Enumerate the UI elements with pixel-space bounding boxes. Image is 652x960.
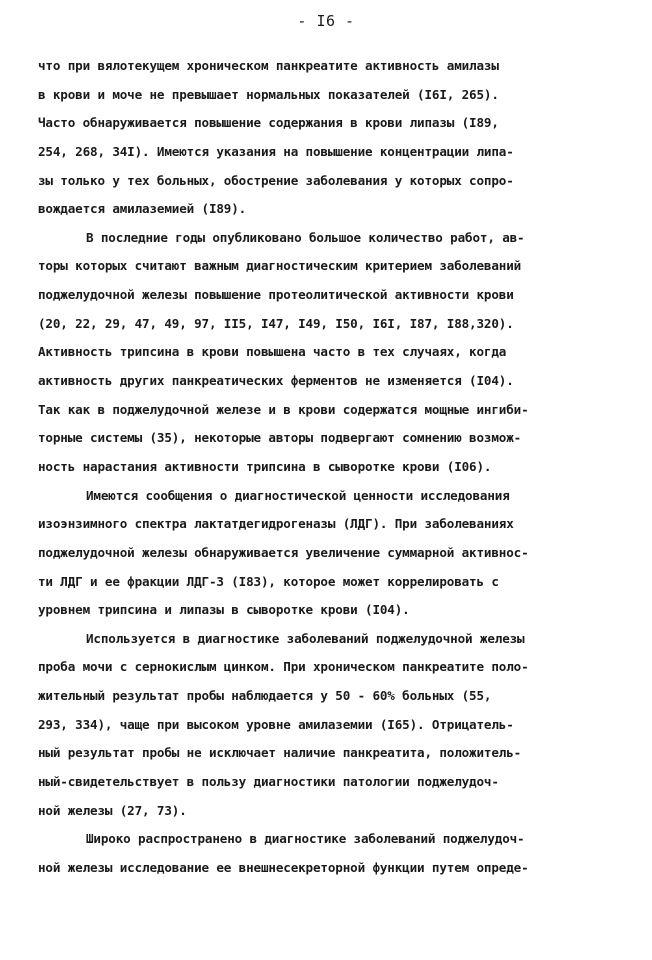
- text-line: ность нарастания активности трипсина в сыворотке крови (I06).: [38, 458, 492, 474]
- text-line: что при вялотекущем хроническом панкреатите активность амилазы: [38, 58, 499, 73]
- text-line: активность других панкреатических ферментов не изменяется (I04).: [38, 373, 514, 389]
- page-number: - I6 -: [297, 12, 355, 30]
- text-line: торы которых считают важным диагностическим критерием заболеваний: [38, 258, 522, 274]
- text-line: ный-свидетельствует в пользу диагностики патологии поджелудоч-: [38, 774, 499, 790]
- body-text: [38, 52, 618, 883]
- text-line: поджелудочной железы обнаруживается увеличение суммарной активнос-: [38, 544, 529, 560]
- text-line: Часто обнаруживается повышение содержания в крови липазы (I89,: [38, 115, 499, 131]
- text-line: ной железы (27, 73).: [38, 802, 187, 818]
- text-line: 293, 334), чаще при высоком уровне амилаземии (I65). Отрицатель-: [38, 716, 514, 732]
- text-line: ной железы исследование ее внешнесекреторной функции путем опреде-: [38, 859, 529, 875]
- text-line: Имеются сообщения о диагностической ценности исследования: [86, 487, 510, 503]
- text-line: Активность трипсина в крови повышена часто в тех случаях, когда: [38, 344, 507, 360]
- text-line: жительный результат пробы наблюдается у 50 - 60% больных (55,: [38, 688, 492, 704]
- text-line: уровнем трипсина и липазы в сыворотке крови (I04).: [38, 602, 410, 618]
- text-line: Так как в поджелудочной железе и в крови содержатся мощные ингиби-: [38, 401, 529, 417]
- text-line: Используется в диагностике заболеваний поджелудочной железы: [86, 630, 525, 646]
- text-line: проба мочи с сернокислым цинком. При хроническом панкреатите поло-: [38, 659, 529, 675]
- text-line: зы только у тех больных, обострение заболевания у которых сопро-: [38, 172, 514, 188]
- text-line: (20, 22, 29, 47, 49, 97, II5, I47, I49, I50, I6I, I87, I88,320).: [38, 315, 514, 331]
- text-line: Широко распространено в диагностике заболеваний поджелудоч-: [86, 831, 525, 847]
- text-line: ный результат пробы не исключает наличие панкреатита, положитель-: [38, 745, 522, 761]
- text-line: поджелудочной железы повышение протеолитической активности крови: [38, 287, 514, 303]
- text-line: изоэнзимного спектра лактатдегидрогеназы (ЛДГ). При заболеваниях: [38, 516, 514, 532]
- text-line: В последние годы опубликовано большое количество работ, ав-: [86, 229, 525, 245]
- text-line: 254, 268, 34I). Имеются указания на повышение концентрации липа-: [38, 143, 514, 159]
- text-line: в крови и моче не превышает нормальных показателей (I6I, 265).: [38, 86, 499, 102]
- text-line: торные системы (35), некоторые авторы подвергают сомнению возмож-: [38, 430, 522, 446]
- text-line: вождается амилаземией (I89).: [38, 201, 247, 217]
- text-line: ти ЛДГ и ее фракции ЛДГ-3 (I83), которое может коррелировать с: [38, 573, 499, 589]
